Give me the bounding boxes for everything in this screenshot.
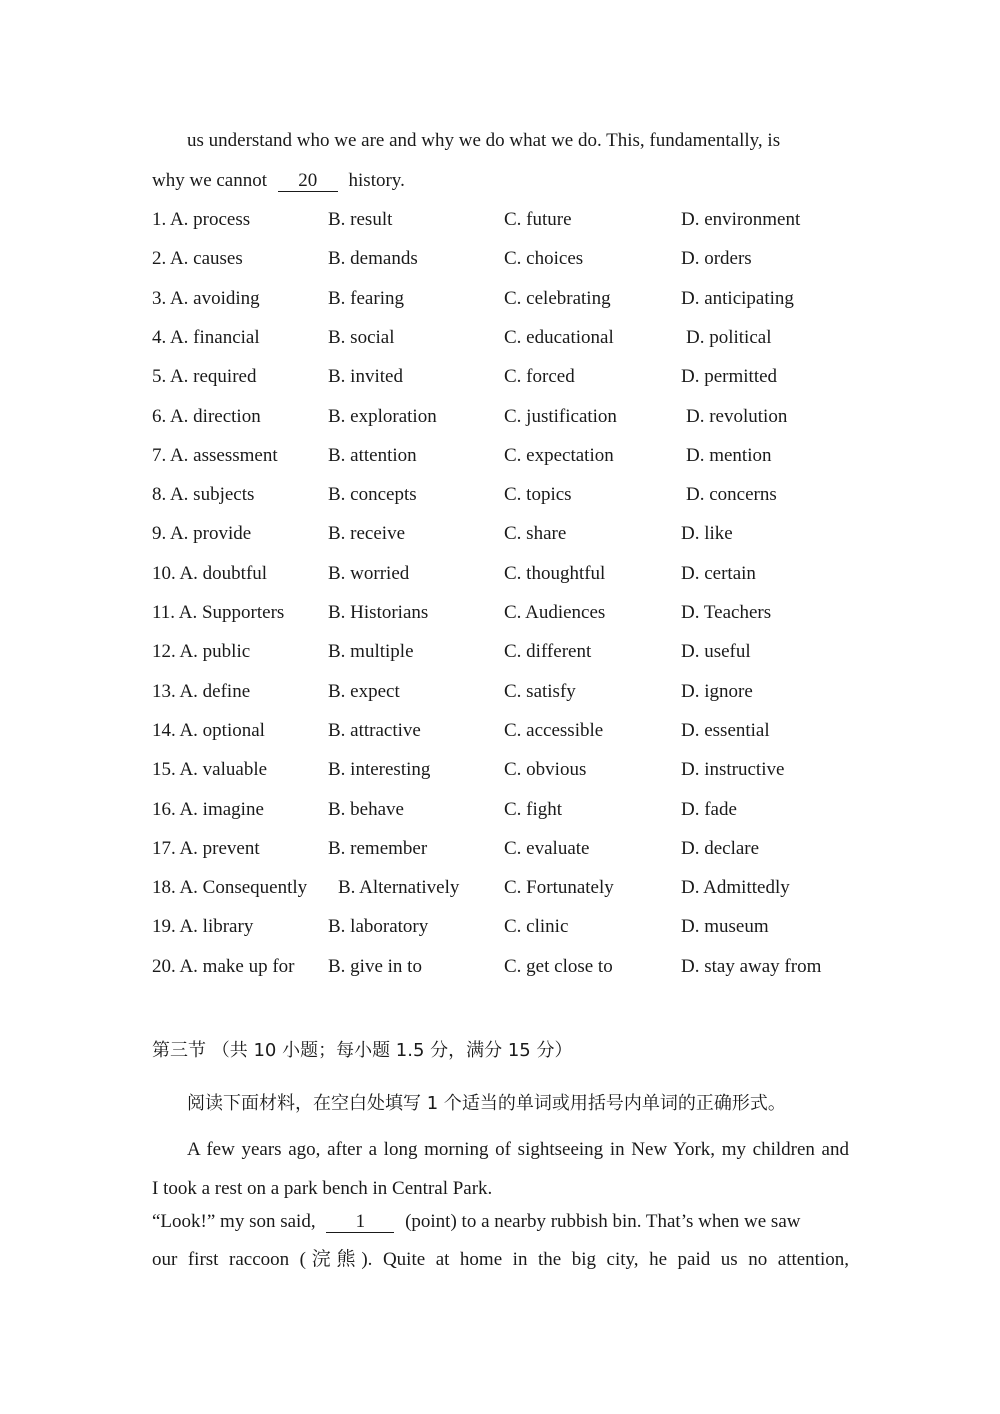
question-14-option-c: C. accessible [504, 719, 604, 741]
question-20-option-d: D. stay away from [681, 955, 822, 977]
question-10-option-d: D. certain [681, 562, 756, 584]
question-7-option-c: C. expectation [504, 444, 614, 466]
question-3-option-c: C. celebrating [504, 287, 611, 309]
question-2-option-b: B. demands [328, 248, 418, 270]
question-17-option-d: D. declare [681, 837, 760, 859]
question-14-option-d: D. essential [681, 719, 770, 741]
question-10-option-c: C. thoughtful [504, 562, 606, 584]
question-12-option-d: D. useful [681, 641, 751, 663]
question-19-option-a: 19. A. library [152, 916, 254, 938]
question-11-option-c: C. Audiences [504, 602, 606, 623]
question-19-option-b: B. laboratory [328, 916, 429, 938]
question-1-option-c: C. future [504, 209, 572, 230]
question-3-option-b: B. fearing [328, 287, 404, 309]
section-instruction: 阅读下面材料，在空白处填写 1 个适当的单词或用括号内单词的正确形式。 [187, 1093, 786, 1114]
question-5-option-b: B. invited [328, 366, 403, 388]
question-20-option-a: 20. A. make up for [152, 955, 295, 977]
answer-blank-20: 20 [278, 171, 338, 192]
paragraph-2-before: “Look!” my son said, [152, 1211, 316, 1232]
question-8-option-c: C. topics [504, 484, 572, 506]
question-20-option-b: B. give in to [328, 955, 422, 977]
question-14-option-a: 14. A. optional [152, 719, 265, 741]
question-3-option-d: D. anticipating [681, 287, 794, 309]
question-9-option-d: D. like [681, 523, 733, 545]
question-5-option-d: D. permitted [681, 366, 778, 388]
question-7-option-d: D. mention [686, 444, 772, 466]
question-19-option-d: D. museum [681, 916, 769, 938]
question-14-option-b: B. attractive [328, 719, 421, 741]
intro-line-2-before: why we cannot [152, 170, 268, 191]
question-2-option-c: C. choices [504, 248, 584, 270]
question-6-option-a: 6. A. direction [152, 405, 261, 427]
question-15-option-a: 15. A. valuable [152, 759, 268, 781]
question-13-option-b: B. expect [328, 680, 400, 702]
question-1-option-a: 1. A. process [152, 209, 251, 230]
question-13-option-a: 13. A. define [152, 680, 251, 702]
question-3-option-a: 3. A. avoiding [152, 287, 260, 309]
question-5-option-c: C. forced [504, 366, 575, 388]
question-11-option-b: B. Historians [328, 602, 429, 623]
question-7-option-b: B. attention [328, 444, 417, 466]
paragraph-1-line-2: I took a rest on a park bench in Central Park. [152, 1178, 493, 1199]
question-18-option-c: C. Fortunately [504, 877, 614, 899]
question-1-option-d: D. environment [681, 209, 801, 230]
paragraph-1-line-1-text: A few years ago, after a long morning of sightseeing in New York, my children and [187, 1139, 849, 1160]
question-2-option-a: 2. A. causes [152, 248, 243, 270]
question-17-option-a: 17. A. prevent [152, 837, 260, 859]
paragraph-2-after: (point) to a nearby rubbish bin. That’s when we saw [405, 1211, 801, 1232]
intro-line-1 [187, 129, 780, 153]
question-12-option-b: B. multiple [328, 641, 414, 663]
question-2-option-d: D. orders [681, 248, 752, 270]
question-6-option-c: C. justification [504, 405, 617, 427]
question-18-option-a: 18. A. Consequently [152, 877, 308, 899]
question-13-option-c: C. satisfy [504, 680, 576, 702]
question-17-option-b: B. remember [328, 837, 428, 859]
question-15-option-c: C. obvious [504, 759, 587, 781]
question-15-option-d: D. instructive [681, 759, 785, 781]
question-18-option-b: B. Alternatively [338, 877, 460, 899]
question-8-option-d: D. concerns [686, 484, 777, 506]
paragraph-2-line-2 [152, 1248, 849, 1272]
paragraph-2-line-2-text: our first raccoon (浣熊). Quite at home in the big city, he paid us no attention, [152, 1249, 849, 1270]
question-12-option-a: 12. A. public [152, 641, 251, 663]
question-4-option-b: B. social [328, 326, 395, 348]
question-16-option-a: 16. A. imagine [152, 798, 264, 820]
question-8-option-a: 8. A. subjects [152, 484, 255, 506]
paragraph-1-line-1 [187, 1138, 849, 1162]
question-17-option-c: C. evaluate [504, 837, 590, 859]
question-13-option-d: D. ignore [681, 680, 753, 702]
question-19-option-c: C. clinic [504, 916, 569, 938]
question-6-option-b: B. exploration [328, 405, 437, 427]
question-16-option-d: D. fade [681, 798, 737, 820]
question-15-option-b: B. interesting [328, 759, 431, 781]
question-6-option-d: D. revolution [686, 405, 788, 427]
question-16-option-b: B. behave [328, 798, 404, 820]
question-10-option-b: B. worried [328, 562, 410, 584]
question-9-option-b: B. receive [328, 523, 406, 545]
question-4-option-d: D. political [686, 326, 772, 348]
question-20-option-c: C. get close to [504, 955, 613, 977]
question-12-option-c: C. different [504, 641, 592, 663]
intro-line-2-after: history. [348, 170, 405, 191]
question-9-option-a: 9. A. provide [152, 523, 252, 545]
question-18-option-d: D. Admittedly [681, 877, 790, 899]
intro-line-1-text: us understand who we are and why we do what we do. This, fundamentally, is [187, 130, 781, 151]
question-16-option-c: C. fight [504, 798, 563, 820]
question-8-option-b: B. concepts [328, 484, 417, 506]
question-9-option-c: C. share [504, 523, 567, 545]
question-11-option-a: 11. A. Supporters [152, 602, 285, 623]
question-4-option-a: 4. A. financial [152, 326, 260, 348]
answer-blank-1: 1 [326, 1212, 394, 1233]
intro-line-2 [152, 169, 405, 193]
paragraph-2-line-1 [152, 1210, 800, 1234]
question-1-option-b: B. result [328, 209, 393, 230]
question-11-option-d: D. Teachers [681, 602, 772, 623]
question-7-option-a: 7. A. assessment [152, 444, 278, 466]
question-10-option-a: 10. A. doubtful [152, 562, 268, 584]
question-4-option-c: C. educational [504, 326, 614, 348]
section-heading: 第三节 （共 10 小题；每小题 1.5 分，满分 15 分） [152, 1040, 573, 1061]
question-5-option-a: 5. A. required [152, 366, 257, 388]
